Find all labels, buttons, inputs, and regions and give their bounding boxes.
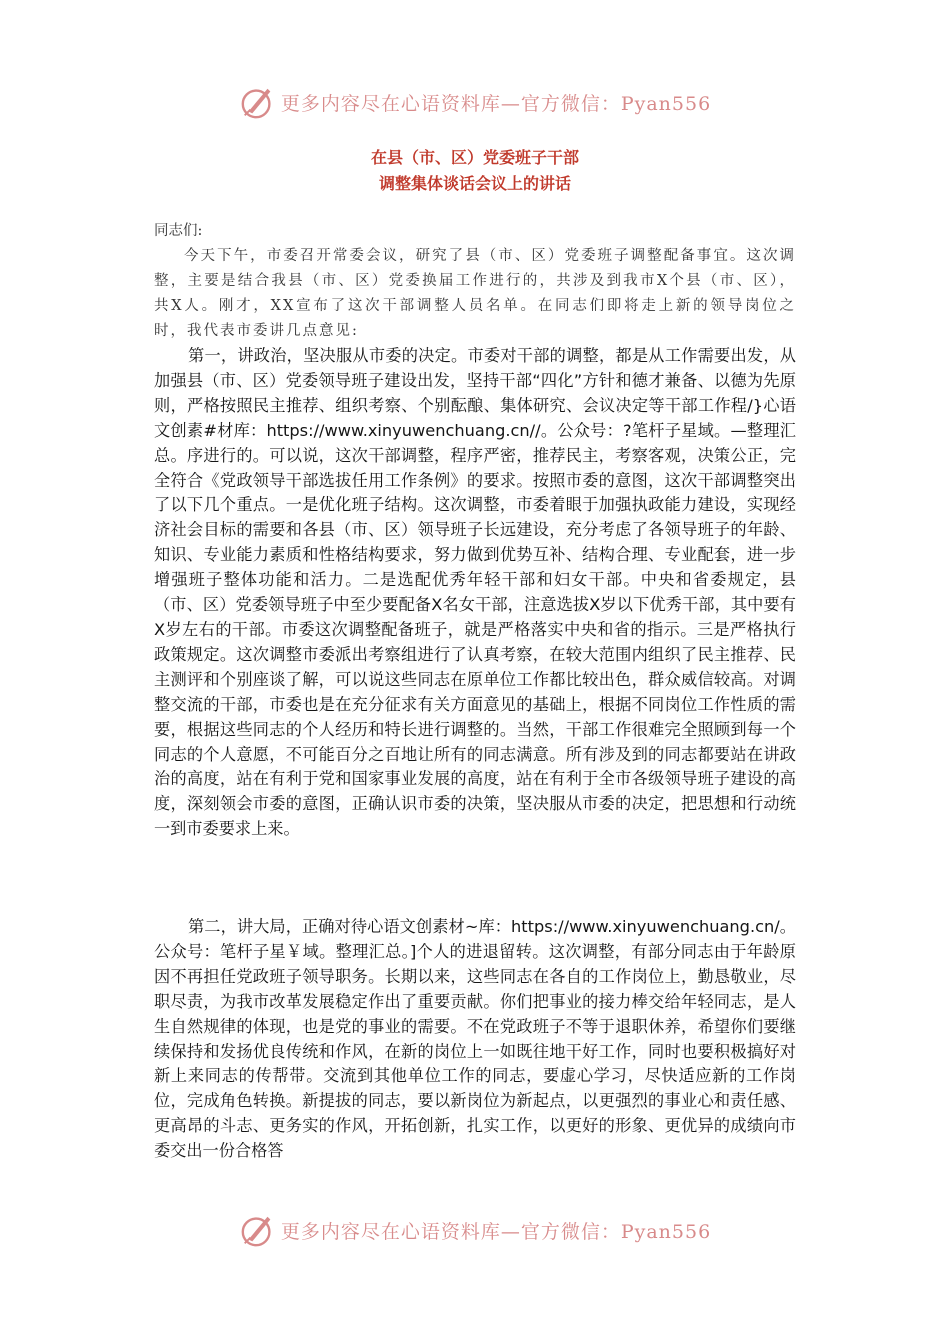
- pen-quill-logo-icon: [239, 83, 277, 121]
- document-title-line-1: 在县（市、区）党委班子干部: [370, 148, 579, 167]
- body-paragraph-1: 第一，讲政治，坚决服从市委的决定。市委对干部的调整，都是从工作需要出发，从加强县（市、区）党委领导班子建设出发，坚持干部“四化”方针和德才兼备、以德为先原则，严格按照民主推荐、组织考察、个别酝酿、集体研究、会议决定等干部工作程/}心语文创素#材库：https://www.xinyuwenchuang.cn//。公众号：?笔杆子星域。—整理汇总。序进行的。可以说，这次干部调整，程序严密，推荐民主，考察客观，决策公正，完全符合《党政领导干部选拔任用工作条例》的要求。按照市委的意图，这次干部调整突出了以下几个重点。一是优化班子结构。这次调整，市委着眼于加强执政能力建设，实现经济社会目标的需要和各县（市、区）领导班子长远建设，充分考虑了各领导班子的年龄、知识、专业能力素质和性格结构要求，努力做到优势互补、结构合理、专业配套，进一步增强班子整体功能和活力。二是选配优秀年轻干部和妇女干部。中央和省委规定，县（市、区）党委领导班子中至少要配备X名女干部，注意选拔X岁以下优秀干部，其中要有X岁左右的干部。市委这次调整配备班子，就是严格落实中央和省的指示。三是严格执行政策规定。这次调整市委派出考察组进行了认真考察，在较大范围内组织了民主推荐、民主测评和个别座谈了解，可以说这些同志在原单位工作都比较出色，群众威信较高。对调整交流的干部，市委也是在充分征求有关方面意见的基础上，根据不同岗位工作性质的需要，根据这些同志的个人经历和特长进行调整的。当然，干部工作很难完全照顾到每一个同志的个人意愿，不可能百分之百地让所有的同志满意。所有涉及到的同志都要站在讲政治的高度，站在有利于党和国家事业发展的高度，站在有利于全市各级领导班子建设的高度，深刻领会市委的意图，正确认识市委的决策，坚决服从市委的决定，把思想和行动统一到市委要求上来。: [154, 346, 796, 839]
- intro-paragraph: 今天下午，市委召开常委会议，研究了县（市、区）党委班子调整配备事宜。这次调整，主要是结合我县（市、区）党委换届工作进行的，共涉及到我市X个县（市、区），共X人。刚才，XX宣布了这次干部调整人员名单。在同志们即将走上新的领导岗位之时，我代表市委讲几点意见:: [154, 248, 796, 339]
- pen-quill-logo-icon: [239, 1211, 277, 1249]
- footer-watermark-banner: [0, 1210, 950, 1250]
- document-title-line-2: 调整集体谈话会议上的讲话: [378, 174, 571, 193]
- body-paragraph-2: 第二，讲大局，正确对待心语文创素材~库：https://www.xinyuwenchuang.cn/。公众号：笔杆子星￥域。整理汇总。]个人的进退留转。这次调整，有部分同志由于年龄原因不再担任党政班子领导职务。长期以来，这些同志在各自的工作岗位上，勤恳敬业，尽职尽责，为我市改革发展稳定作出了重要贡献。你们把事业的接力棒交给年轻同志，是人生自然规律的体现，也是党的事业的需要。不在党政班子不等于退职休养，希望你们要继续保持和发扬优良传统和作风，在新的岗位上一如既往地干好工作，同时也要积极搞好对新上来同志的传帮带。交流到其他单位工作的同志，要虚心学习，尽快适应新的工作岗位，完成角色转换。新提拔的同志，要以新岗位为新起点，以更强烈的事业心和责任感、更高昂的斗志、更务实的作风，开拓创新，扎实工作，以更好的形象、更优异的成绩向市委交出一份合格答: [154, 917, 796, 1161]
- greeting: 同志们:: [154, 223, 203, 239]
- header-watermark-banner: [0, 82, 950, 122]
- banner-text: 更多内容尽在心语资料库—官方微信：Pyan556: [280, 92, 712, 115]
- banner-text: 更多内容尽在心语资料库—官方微信：Pyan556: [280, 1220, 712, 1243]
